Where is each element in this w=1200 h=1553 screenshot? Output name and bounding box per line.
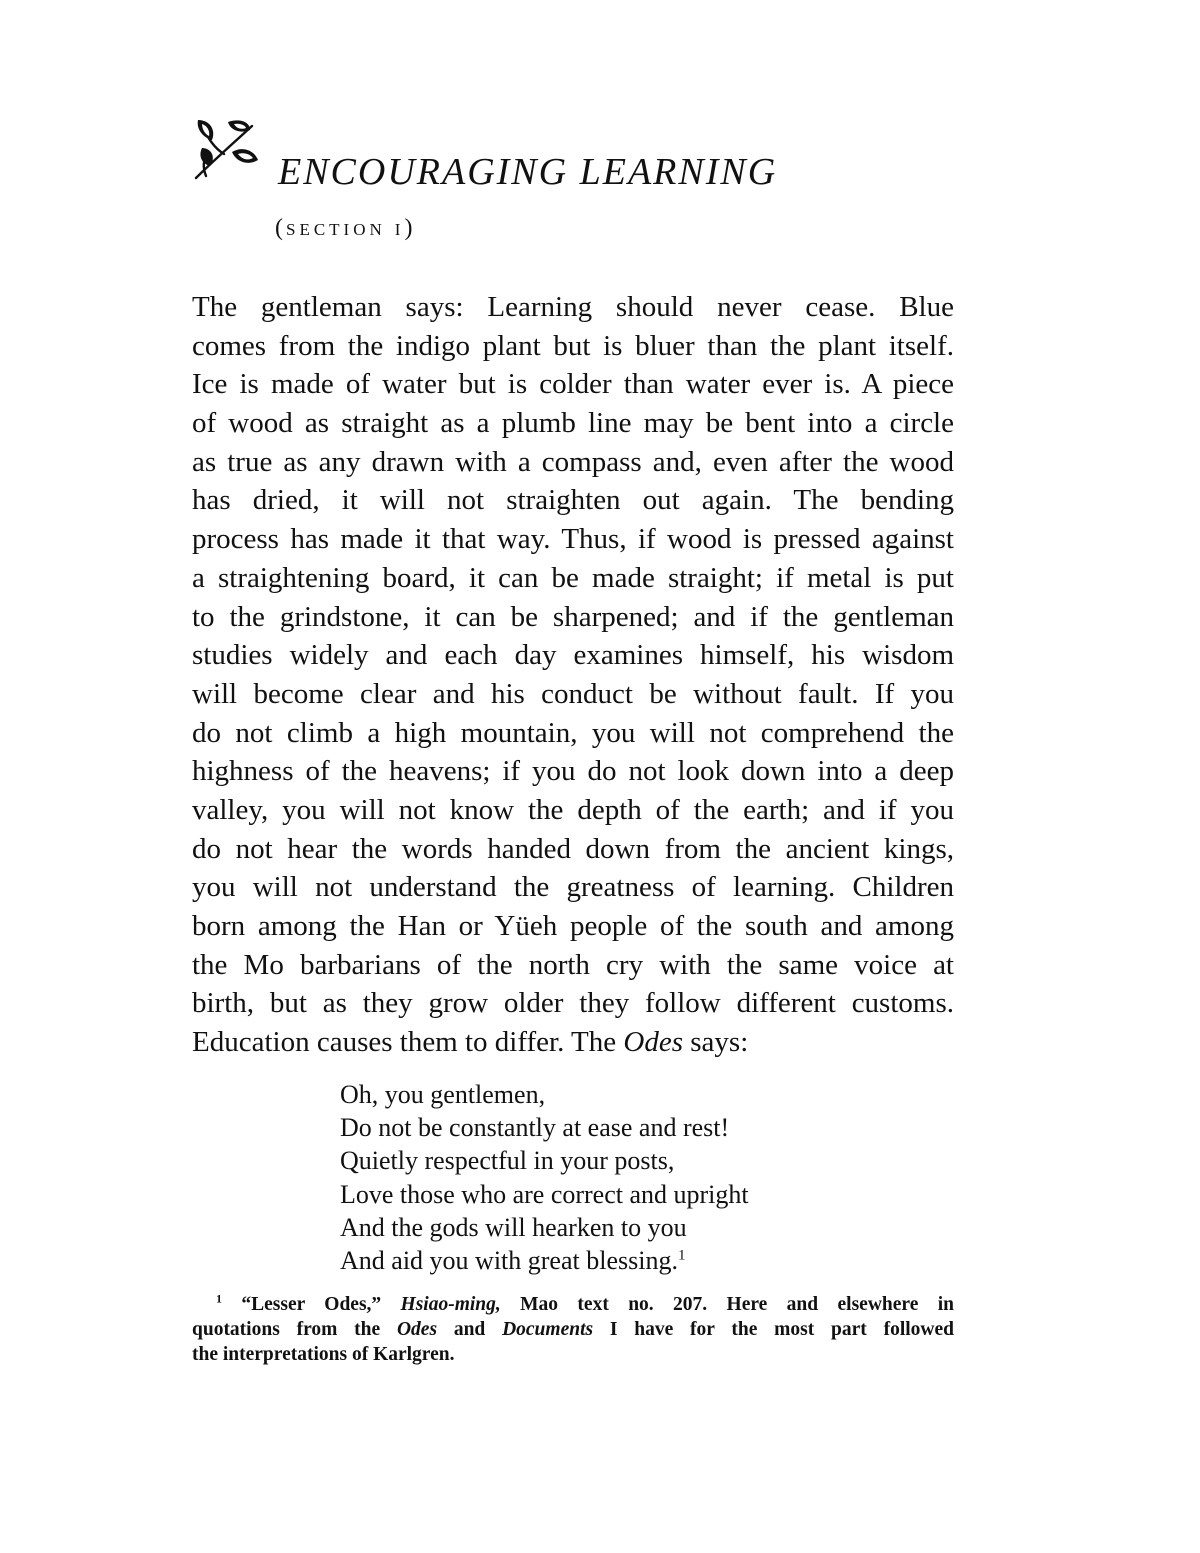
text-line: comes from the indigo plant but is bluer than the plant itself. [192, 329, 954, 362]
poem-line: Quietly respectful in your posts, [340, 1146, 675, 1176]
poem-line: Oh, you gentlemen, [340, 1080, 546, 1109]
text-line: do not hear the words handed down from the ancient kings, [192, 832, 954, 865]
footnote [192, 1292, 954, 1367]
text-line: studies widely and each day examines himself, his wisdom [192, 639, 954, 672]
text-line-last: Education causes them to differ. The Odes says: [192, 1026, 749, 1059]
poem-line: Love those who are correct and upright [340, 1179, 749, 1209]
text-line: born among the Han or Yüeh people of the south and among [192, 910, 954, 942]
body-paragraph [192, 288, 954, 1062]
text-line: as true as any drawn with a compass and, even after the wood [192, 445, 954, 478]
poem-quotation [340, 1078, 860, 1277]
poem-line: And the gods will hearken to you [340, 1212, 687, 1242]
text-line: has dried, it will not straighten out again. The bending [192, 484, 954, 517]
text-line: process has made it that way. Thus, if wood is pressed against [192, 523, 954, 556]
text-line: do not climb a high mountain, you will not comprehend the [192, 716, 954, 749]
text-line: a straightening board, it can be made straight; if metal is put [192, 561, 954, 594]
text-line: birth, but as they grow older they follow different customs. [192, 987, 954, 1020]
chapter-title: ENCOURAGING LEARNING [278, 151, 778, 193]
odes-title: Odes [623, 1026, 683, 1059]
text-line: will become clear and his conduct be without fault. If you [192, 677, 954, 710]
poem-line: And aid you with great blessing.$^1$ [340, 1245, 686, 1275]
text-line: highness of the heavens; if you do not look down into a deep [192, 755, 954, 788]
text-line: valley, you will not know the depth of the earth; and if you [192, 793, 954, 826]
footnote-line: the interpretations of Karlgren. [192, 1344, 455, 1365]
leaf-ornament-icon [192, 118, 262, 184]
text-line: The gentleman says: Learning should never cease. Blue [192, 291, 954, 323]
text-line: of wood as straight as a plumb line may be bent into a circle [192, 407, 954, 440]
poem-line: Do not be constantly at ease and rest! [340, 1113, 730, 1143]
text-line: you will not understand the greatness of learning. Children [192, 871, 954, 904]
footnote-line: quotations from the Odes and Documents I have for the most part followed [192, 1319, 954, 1340]
text-line: the Mo barbarians of the north cry with the same voice at [192, 948, 954, 981]
footnote-line: $^1$ “Lesser Odes,” Hsiao-ming, Mao text no. 207. Here and elsewhere in [216, 1291, 954, 1315]
section-label: (section i) [275, 215, 416, 241]
footnote-reference: 1 [677, 1247, 686, 1264]
text-line: to the grindstone, it can be sharpened; and if the gentleman [192, 600, 954, 633]
text-line: Ice is made of water but is colder than water ever is. A piece [192, 368, 954, 401]
